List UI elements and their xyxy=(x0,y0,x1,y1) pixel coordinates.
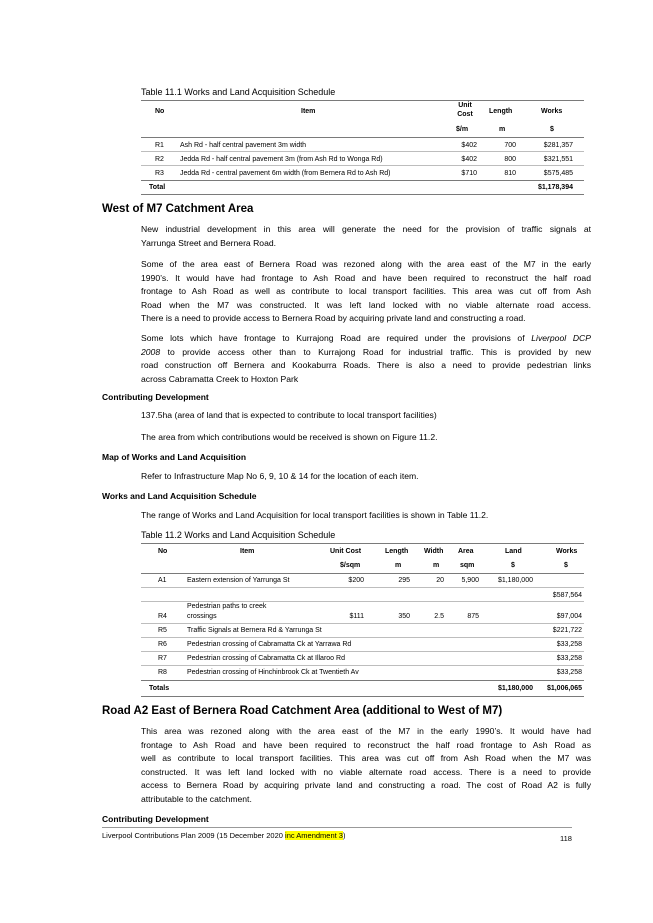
width-unit: m xyxy=(433,562,440,569)
col-no: No xyxy=(158,548,168,555)
text-line: New industrial development in this area will generate the need for the provision of traffic signals at xyxy=(141,224,591,234)
col-item: Item xyxy=(301,108,316,115)
table-11-2-bottom-rule xyxy=(141,696,584,697)
table-11-1-bottom-rule xyxy=(141,194,584,195)
table-11-1-top-rule xyxy=(141,100,584,101)
map-heading: Map of Works and Land Acquisition xyxy=(102,452,247,462)
table-11-1-header-rule xyxy=(141,137,584,138)
row-works: $97,004 xyxy=(556,613,582,620)
contributing-development-heading-2: Contributing Development xyxy=(102,814,209,824)
row-divider xyxy=(141,637,584,638)
totals-rule xyxy=(141,680,584,681)
row-no: R4 xyxy=(158,613,167,620)
row-works: $221,722 xyxy=(552,627,582,634)
row-no: R6 xyxy=(158,641,167,648)
totals-label: Totals xyxy=(149,685,170,692)
paragraph-road-a2 xyxy=(141,725,591,806)
text-line: well as contribute to local transport facilities. This area was cut off from Ash Road when the M7 was xyxy=(141,753,591,763)
row-item: Pedestrian crossing of Hinchinbrook Ck at Twentieth Av xyxy=(187,669,359,676)
row-divider xyxy=(141,151,584,152)
row-item: Pedestrian crossing of Cabramatta Ck at Yarrawa Rd xyxy=(187,641,352,648)
unit-cost-unit: $/sqm xyxy=(340,562,361,569)
col-land: Land xyxy=(505,548,522,555)
text-line: frontage to Ash Road as well as contribute to local transport facilities. This area was cut off from Ash xyxy=(141,286,591,296)
row-unit-cost: $402 xyxy=(461,156,477,163)
text-line: attributable to the catchment. xyxy=(141,793,252,804)
contrib-area-text: 137.5ha (area of land that is expected to contribute to local transport facilities) xyxy=(141,410,437,420)
row-no: R2 xyxy=(155,156,164,163)
row-item: Jedda Rd - half central pavement 3m (from Ash Rd to Wonga Rd) xyxy=(180,156,383,163)
paragraph-rezoning xyxy=(141,258,591,326)
works-unit: $ xyxy=(550,126,554,133)
contributing-development-heading: Contributing Development xyxy=(102,392,209,402)
total-label: Total xyxy=(149,184,166,191)
col-unit-cost-2: Cost xyxy=(457,111,473,118)
works-unit: $ xyxy=(564,562,568,569)
col-length: Length xyxy=(489,108,513,115)
text-line: road construction off Bernera and Kookaburra Roads. There is also a need to provide pedestrian links xyxy=(141,360,591,370)
row-unit-cost: $402 xyxy=(461,142,477,149)
footer-plan-name: Liverpool Contributions Plan 2009 (15 December 2020 xyxy=(102,831,286,840)
text-line xyxy=(141,346,591,360)
row-divider xyxy=(141,623,584,624)
row-item-line2: crossings xyxy=(187,613,217,620)
row-unit-cost: $111 xyxy=(349,613,364,620)
paragraph-intro xyxy=(141,223,591,250)
row-no: A1 xyxy=(158,577,167,584)
row-works: $281,357 xyxy=(543,142,573,149)
col-unit-cost: Unit Cost xyxy=(330,548,362,555)
row-item: Pedestrian crossing of Cabramatta Ck at Illaroo Rd xyxy=(187,655,345,662)
row-divider xyxy=(141,665,584,666)
text-line xyxy=(141,332,591,346)
contrib-figure-text: The area from which contributions would be received is shown on Figure 11.2. xyxy=(141,432,438,442)
table-11-2-caption: Table 11.2 Works and Land Acquisition Schedule xyxy=(141,530,336,540)
row-length: 350 xyxy=(398,613,410,620)
row-divider xyxy=(141,601,584,602)
col-no: No xyxy=(155,108,165,115)
footer-rule xyxy=(102,827,572,828)
row-item-line1: Pedestrian paths to creek xyxy=(187,603,267,610)
section-heading-road-a2: Road A2 East of Bernera Road Catchment Area (additional to West of M7) xyxy=(102,705,503,717)
total-rule xyxy=(141,180,584,181)
row-length: 800 xyxy=(504,156,516,163)
row-no: R1 xyxy=(155,142,164,149)
col-length: Length xyxy=(385,548,409,555)
totals-works: $1,006,065 xyxy=(546,685,582,692)
text-line: access to Bernera Road by acquiring private land and constructing a road. The cost of Road A2 is fully xyxy=(141,780,591,790)
row-width: 2.5 xyxy=(434,613,444,620)
row-length: 810 xyxy=(504,170,516,177)
row-width: 20 xyxy=(436,577,444,584)
text-line: constructed. It was left land locked with no viable alternate road access. There is a need to provide xyxy=(141,766,591,777)
col-width: Width xyxy=(424,548,444,555)
col-area: Area xyxy=(458,548,474,555)
row-works: $33,258 xyxy=(556,655,582,662)
length-unit: m xyxy=(499,126,506,133)
row-unit-cost: $710 xyxy=(461,170,477,177)
col-item: Item xyxy=(240,548,255,555)
land-unit: $ xyxy=(511,562,515,569)
row-no: R3 xyxy=(155,170,164,177)
col-unit-cost-1: Unit xyxy=(458,102,472,109)
map-text: Refer to Infrastructure Map No 6, 9, 10 & 14 for the location of each item. xyxy=(141,471,419,481)
row-works: $575,485 xyxy=(543,170,573,177)
row-item: Ash Rd - half central pavement 3m width xyxy=(180,142,307,149)
row-no: R7 xyxy=(158,655,167,662)
row-item: Jedda Rd - central pavement 6m width (from Bernera Rd to Ash Rd) xyxy=(180,170,391,177)
row-unit-cost: $200 xyxy=(348,577,364,584)
total-works: $1,178,394 xyxy=(537,184,573,191)
row-item: Eastern extension of Yarrunga St xyxy=(187,577,290,584)
col-works: Works xyxy=(541,108,563,115)
dcp-reference: Liverpool DCP xyxy=(531,333,591,343)
dcp-year: 2008 xyxy=(141,346,161,357)
text-line: Yarrunga Street and Bernera Road. xyxy=(141,237,277,248)
a1-works-value: $587,564 xyxy=(552,592,582,599)
paragraph-kurrajong xyxy=(141,332,591,386)
row-length: 700 xyxy=(504,142,516,149)
table-11-2-top-rule xyxy=(141,543,584,544)
row-area: 875 xyxy=(467,613,479,620)
text-line: Road when the M7 was constructed. It was left land locked with no viable alternate road access. xyxy=(141,299,591,310)
row-no: R8 xyxy=(158,669,167,676)
text-line: Some of the area east of Bernera Road was rezoned along with the area east of the M7 in the early xyxy=(141,259,591,269)
unit-cost-unit: $/m xyxy=(456,126,469,133)
text-run: Some lots which have frontage to Kurrajong Road are required under the provisions of xyxy=(141,333,532,343)
footer-close: ) xyxy=(342,831,346,840)
totals-land: $1,180,000 xyxy=(497,685,533,692)
table-11-2-header-rule xyxy=(141,573,584,574)
length-unit: m xyxy=(395,562,402,569)
row-area: 5,900 xyxy=(461,577,479,584)
text-line: across Cabramatta Creek to Hoxton Park xyxy=(141,373,299,384)
row-no: R5 xyxy=(158,627,167,634)
row-land: $1,180,000 xyxy=(497,577,533,584)
text-line: This area was rezoned along with the area east of the M7 in the early 1990’s. It would have had xyxy=(141,726,591,736)
row-item: Traffic Signals at Bernera Rd & Yarrunga St xyxy=(187,627,322,634)
text-line: frontage to Ash Road and have been required to reconstruct the half road frontage to Ash Road as xyxy=(141,739,591,750)
schedule-heading: Works and Land Acquisition Schedule xyxy=(102,491,257,501)
row-works: $321,551 xyxy=(543,156,573,163)
footer-text xyxy=(102,831,345,840)
row-works: $33,258 xyxy=(556,641,582,648)
text-run: to provide access other than to Kurrajong Road for industrial traffic. This is provided by new xyxy=(160,346,591,357)
table-11-1-caption: Table 11.1 Works and Land Acquisition Schedule xyxy=(141,87,336,97)
footer-amendment-highlight: inc Amendment 3 xyxy=(285,831,343,840)
row-divider xyxy=(141,587,584,588)
text-line: 1990’s. It would have had frontage to Ash Road and have been required to reconstruct the half road xyxy=(141,272,591,283)
schedule-text: The range of Works and Land Acquisition for local transport facilities is shown in Table 11.2. xyxy=(141,510,489,520)
row-length: 295 xyxy=(398,577,410,584)
row-works: $33,258 xyxy=(556,669,582,676)
area-unit: sqm xyxy=(460,562,475,569)
col-works: Works xyxy=(556,548,578,555)
section-heading-west-of-m7: West of M7 Catchment Area xyxy=(102,203,254,215)
page-number: 118 xyxy=(560,834,572,843)
row-divider xyxy=(141,165,584,166)
row-divider xyxy=(141,651,584,652)
text-line: There is a need to provide access to Bernera Road by acquiring private land and constructing a road. xyxy=(141,313,526,323)
